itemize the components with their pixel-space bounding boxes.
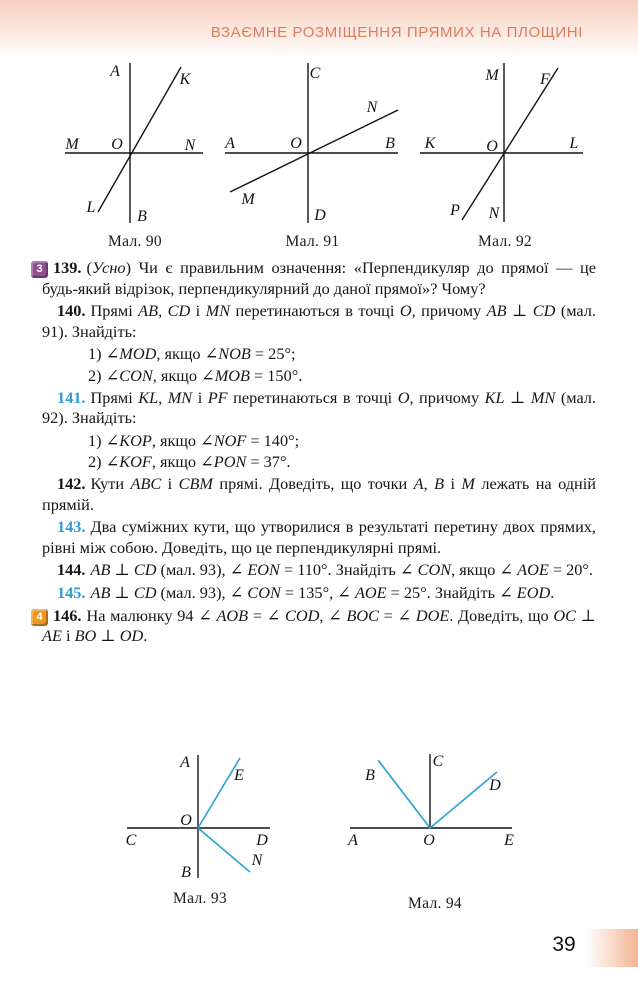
problem-text: (Усно) Чи є правильним означення: «Перпендикуляр до прямої — це будь-який відрізок, перпендикулярний до даної прямої»? Чому? <box>42 258 596 298</box>
problem-number: 140. <box>57 301 86 321</box>
ray-OD <box>430 772 497 828</box>
point-label-O: O <box>180 812 192 829</box>
problem-number: 141. <box>57 387 86 407</box>
ray-OB <box>378 760 430 828</box>
problem-145 <box>42 583 596 604</box>
point-label-B: B <box>385 135 395 152</box>
point-label-E: E <box>504 832 514 849</box>
figure-91 <box>220 58 405 236</box>
point-label-A: A <box>180 754 190 771</box>
line-MN <box>230 110 398 192</box>
point-label-L: L <box>86 199 96 216</box>
point-label-O: O <box>111 136 123 153</box>
point-label-K: K <box>424 135 436 152</box>
problem-141-item-1: 1) ∠KOP, якщо ∠NOF = 140°; <box>88 430 300 450</box>
figure-90 <box>60 58 210 236</box>
line-FP <box>462 68 558 220</box>
problem-140-item-1: 1) ∠MOD, якщо ∠NOB = 25°; <box>88 344 296 364</box>
point-label-N: N <box>488 205 500 222</box>
point-label-C: C <box>309 65 321 82</box>
point-label-M: M <box>485 67 499 84</box>
point-label-A: A <box>348 832 358 849</box>
problem-number: 144. <box>57 560 86 580</box>
problem-141-item-2: 2) ∠KOF, якщо ∠PON = 37°. <box>88 452 291 472</box>
problem-139 <box>36 258 596 299</box>
problem-number: 143. <box>57 517 86 537</box>
point-label-A: A <box>225 135 235 152</box>
figure-94-caption: Мал. 94 <box>408 895 462 912</box>
point-label-N: N <box>366 99 378 116</box>
figure-94 <box>345 748 525 910</box>
problem-number: 145. <box>57 582 86 602</box>
problem-text: Кути ABC і CBM прямі. Доведіть, що точки A, B і M лежать на одній прямій. <box>42 473 596 514</box>
figure-92-caption: Мал. 92 <box>478 233 532 250</box>
point-label-O: O <box>290 135 302 152</box>
point-label-B: B <box>137 208 147 225</box>
point-label-O: O <box>486 138 498 155</box>
ray-ON <box>198 828 250 872</box>
problem-text: AB ⊥ CD (мал. 93), ∠ EON = 110°. Знайдіть ∠ CON, якщо ∠ AOE = 20°. <box>90 560 593 580</box>
figure-93 <box>115 748 285 910</box>
point-label-M: M <box>65 136 79 153</box>
point-label-B: B <box>365 767 375 784</box>
figure-90-caption: Мал. 90 <box>108 233 162 250</box>
point-label-A: A <box>110 63 120 80</box>
point-label-C: C <box>125 832 137 849</box>
point-label-B: B <box>181 864 191 881</box>
problem-number: 142. <box>57 473 86 493</box>
problem-number: 146. <box>53 605 82 625</box>
point-label-E: E <box>234 767 244 784</box>
problem-142 <box>42 474 596 515</box>
footer-gradient-band <box>586 929 638 967</box>
problem-text: AB ⊥ CD (мал. 93), ∠ CON = 135°, ∠ AOE = 25°. Знайдіть ∠ EOD. <box>90 582 555 602</box>
level-4-cube-icon: 4 <box>31 609 48 626</box>
point-label-O: O <box>423 832 435 849</box>
point-label-N: N <box>184 137 196 154</box>
point-label-L: L <box>569 135 579 152</box>
point-label-C: C <box>432 753 444 770</box>
point-label-F: F <box>540 71 550 88</box>
point-label-D: D <box>256 832 268 849</box>
problem-140 <box>42 301 596 342</box>
figure-93-caption: Мал. 93 <box>173 890 227 907</box>
chapter-header: ВЗАЄМНЕ РОЗМІЩЕННЯ ПРЯМИХ НА ПЛОЩИНІ <box>210 24 583 41</box>
problem-143 <box>42 517 596 558</box>
figure-92 <box>415 58 595 236</box>
point-label-D: D <box>314 207 326 224</box>
figure-91-caption: Мал. 91 <box>285 233 340 250</box>
problem-144 <box>42 560 596 581</box>
problem-number: 139. <box>53 258 82 277</box>
point-label-K: K <box>179 71 191 88</box>
point-label-M: M <box>241 191 255 208</box>
problem-text: Два суміжних кути, що утворилися в результаті перетину двох прямих, рівні між собою. Доведіть, що це перпендикулярні прямі. <box>42 517 596 557</box>
level-3-cube-icon: 3 <box>31 261 48 278</box>
problem-text: Прямі AB, CD і MN перетинаються в точці O, причому AB ⊥ CD (мал. 91). Знайдіть: <box>42 301 597 341</box>
problem-text: Прямі KL, MN і PF перетинаються в точці O, причому KL ⊥ MN (мал. 92). Знайдіть: <box>42 387 597 428</box>
problem-146 <box>36 605 596 647</box>
point-label-P: P <box>450 202 460 219</box>
problem-140-item-2: 2) ∠CON, якщо ∠MOB = 150°. <box>88 365 303 385</box>
page-number: 39 <box>552 933 576 956</box>
point-label-D: D <box>489 777 501 794</box>
problem-141 <box>42 388 596 429</box>
problem-text: На малюнку 94 ∠ AOB = ∠ COD, ∠ BOC = ∠ DOE. Доведіть, що OC ⊥ AE і BO ⊥ OD. <box>42 605 596 646</box>
problems-list <box>36 258 597 649</box>
point-label-N: N <box>251 852 263 869</box>
